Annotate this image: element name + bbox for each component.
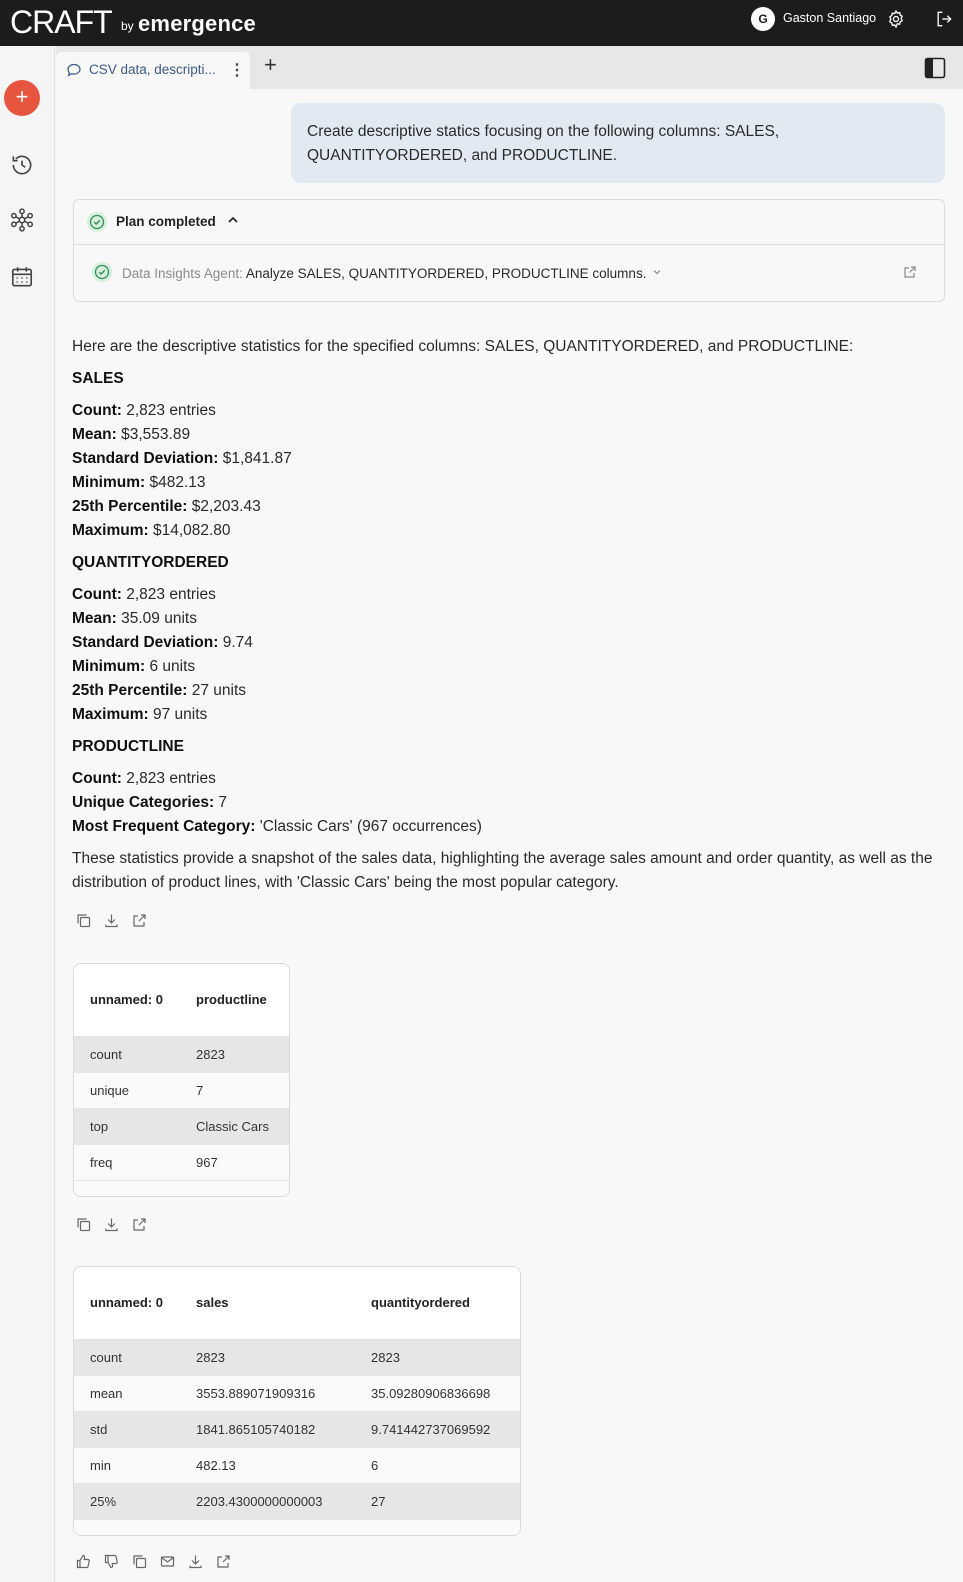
productline-stat-line: Unique Categories: 7: [72, 794, 228, 811]
sales-stat-line: Standard Deviation: $1,841.87: [72, 450, 292, 467]
table-header: sales: [180, 1267, 355, 1339]
chevron-down-icon[interactable]: [651, 266, 663, 278]
external-link-icon[interactable]: [131, 1216, 148, 1233]
productline-stat-line: Most Frequent Category: 'Classic Cars' (967 occurrences): [72, 818, 482, 835]
logo-by-text: by: [121, 19, 134, 33]
plan-status: Plan completed: [116, 214, 216, 229]
table-row: unique 7: [74, 1072, 289, 1108]
quantity-stat-line: Minimum: 6 units: [72, 658, 196, 675]
external-link-icon[interactable]: [215, 1553, 232, 1570]
download-icon[interactable]: [187, 1553, 204, 1570]
sales-stat-line: Minimum: $482.13: [72, 474, 206, 491]
message-actions: [75, 912, 155, 930]
agent-step: [122, 266, 646, 281]
new-chat-button[interactable]: +: [4, 80, 40, 116]
thumbs-down-icon[interactable]: [103, 1553, 120, 1570]
quantity-stat-line: Mean: 35.09 units: [72, 610, 197, 627]
table-row: 25% 2203.4300000000003 27: [74, 1483, 520, 1519]
table-row: count 2823: [74, 1036, 289, 1072]
table-scroll-area[interactable]: [74, 1180, 289, 1196]
copy-icon[interactable]: [75, 912, 92, 929]
sales-stat-line: Count: 2,823 entries: [72, 402, 216, 419]
sales-stat-line: 25th Percentile: $2,203.43: [72, 498, 261, 515]
add-tab-button[interactable]: +: [264, 52, 277, 77]
history-icon[interactable]: [9, 152, 35, 178]
table-row: freq 967: [74, 1144, 289, 1180]
sales-stat-line: Maximum: $14,082.80: [72, 522, 231, 539]
calendar-icon[interactable]: [9, 264, 35, 290]
tab-menu-icon[interactable]: ⋮: [229, 62, 245, 79]
logout-icon[interactable]: [934, 9, 954, 29]
check-circle-icon: [92, 262, 112, 282]
panel-toggle-icon[interactable]: [924, 57, 946, 79]
network-icon[interactable]: [9, 207, 35, 233]
response-actions: [75, 1553, 235, 1571]
quantity-stat-line: Count: 2,823 entries: [72, 586, 216, 603]
check-circle-icon: [87, 212, 107, 232]
agent-task: Analyze SALES, QUANTITYORDERED, PRODUCTLINE columns.: [245, 266, 647, 281]
section-heading-productline: PRODUCTLINE: [72, 738, 184, 755]
copy-icon[interactable]: [131, 1553, 148, 1570]
download-icon[interactable]: [103, 1216, 120, 1233]
table-header: productline: [180, 964, 289, 1036]
left-sidebar: [0, 46, 55, 1582]
table-row: count 2823 2823: [74, 1339, 520, 1375]
plan-header[interactable]: [74, 200, 944, 245]
table-row: mean 3553.889071909316 35.09280906836698: [74, 1375, 520, 1411]
table-scroll-area[interactable]: [74, 1519, 520, 1535]
answer-summary: These statistics provide a snapshot of the sales data, highlighting the average sales amount and order quantity, as well as the distribution of product lines, with 'Classic Cars' being the most popular category.: [72, 850, 933, 891]
download-icon[interactable]: [103, 912, 120, 929]
copy-icon[interactable]: [75, 1216, 92, 1233]
plan-panel: [73, 199, 945, 302]
section-heading-quantityordered: QUANTITYORDERED: [72, 554, 229, 571]
table-header: unnamed: 0: [74, 964, 180, 1036]
productline-stat-line: Count: 2,823 entries: [72, 770, 216, 787]
sales-stat-line: Mean: $3,553.89: [72, 426, 191, 443]
tab-active-chat[interactable]: [56, 52, 250, 89]
table-actions: [75, 1216, 155, 1234]
mail-icon[interactable]: [159, 1553, 176, 1570]
answer-intro: Here are the descriptive statistics for the specified columns: SALES, QUANTITYORDERED, and PRODUCTLINE:: [72, 338, 854, 355]
sales-quantity-stats-table: [73, 1266, 521, 1536]
quantity-stat-line: Maximum: 97 units: [72, 706, 208, 723]
agent-name: Data Insights Agent:: [122, 266, 243, 281]
external-link-icon[interactable]: [131, 912, 148, 929]
chat-bubble-icon: [66, 62, 82, 78]
table-header: unnamed: 0: [74, 1267, 180, 1339]
table-row: std 1841.865105740182 9.741442737069592: [74, 1411, 520, 1447]
table-row: top Classic Cars: [74, 1108, 289, 1144]
quantity-stat-line: 25th Percentile: 27 units: [72, 682, 247, 699]
top-bar: [0, 0, 963, 46]
table-header: quantityordered: [355, 1267, 520, 1339]
thumbs-up-icon[interactable]: [75, 1553, 92, 1570]
tab-bar: [56, 46, 963, 89]
emergence-logo: emergence: [138, 11, 256, 36]
external-link-icon[interactable]: [903, 265, 917, 279]
productline-stats-table: [73, 963, 290, 1197]
table-row: min 482.13 6: [74, 1447, 520, 1483]
craft-logo[interactable]: CRAFT: [10, 4, 112, 40]
user-message: Create descriptive statics focusing on the following columns: SALES, QUANTITYORDERED, and PRODUCTLINE.: [291, 103, 945, 183]
section-heading-sales: SALES: [72, 370, 124, 387]
gear-icon[interactable]: [886, 9, 906, 29]
user-name[interactable]: Gaston Santiago: [783, 11, 877, 25]
chevron-up-icon[interactable]: [226, 213, 240, 227]
avatar[interactable]: G: [751, 7, 775, 31]
quantity-stat-line: Standard Deviation: 9.74: [72, 634, 253, 651]
tab-label: CSV data, descripti...: [89, 62, 216, 77]
